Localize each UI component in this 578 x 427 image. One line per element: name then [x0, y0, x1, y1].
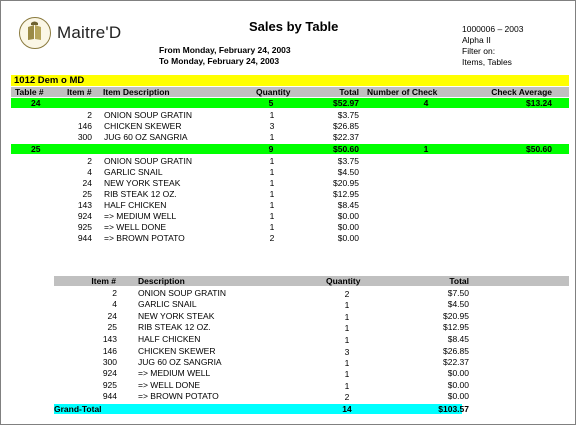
- table-checks: 4: [423, 98, 429, 108]
- list-item: 300 JUG 60 OZ SANGRIA 1 $22.37: [77, 132, 359, 142]
- table-avg: $13.24: [526, 98, 552, 108]
- table-row: 4 GARLIC SNAIL 1 $4.50: [112, 299, 469, 310]
- report-title: Sales by Table: [249, 19, 339, 34]
- list-item: 24 NEW YORK STEAK 1 $20.95: [82, 178, 359, 188]
- table-checks: 1: [423, 144, 429, 154]
- server-bar: [11, 75, 569, 86]
- col-description: Item Description: [103, 87, 170, 97]
- date-to: To Monday, February 24, 2003: [159, 56, 280, 66]
- col-check-average: Check Average: [491, 87, 552, 97]
- table-number: 24: [31, 98, 41, 108]
- server-label: 1012 Dem o MD: [14, 75, 85, 86]
- col-table: Table #: [15, 87, 44, 97]
- grand-total-qty: 14: [342, 404, 352, 414]
- col-quantity: Quantity: [256, 87, 291, 97]
- table-qty: 9: [268, 144, 274, 154]
- col-number-of-check: Number of Check: [367, 87, 438, 97]
- grand-total-amount: $103.57: [438, 404, 469, 414]
- table-row: 143 HALF CHICKEN 1 $8.45: [102, 334, 469, 345]
- list-item: 2 ONION SOUP GRATIN 1 $3.75: [87, 156, 359, 166]
- grand-total-bar: [54, 404, 469, 414]
- table-column-header: [11, 87, 569, 97]
- table-qty: 5: [268, 98, 274, 108]
- list-item: 2 ONION SOUP GRATIN 1 $3.75: [87, 110, 359, 120]
- table-number: 25: [31, 144, 41, 154]
- table-row-25: [11, 144, 569, 154]
- table-row: 24 NEW YORK STEAK 1 $20.95: [107, 311, 469, 322]
- report-system: Alpha II: [462, 35, 491, 45]
- table-row: 925 => WELL DONE 1 $0.00: [102, 380, 469, 391]
- list-item: 925 => WELL DONE 1 $0.00: [77, 222, 359, 232]
- table-row: 924 => MEDIUM WELL 1 $0.00: [102, 368, 469, 379]
- table-row: 944 => BROWN POTATO 2 $0.00: [102, 391, 469, 402]
- table-row: 25 RIB STEAK 12 OZ. 1 $12.95: [107, 322, 469, 333]
- summary-col-description: Description: [138, 276, 185, 286]
- col-total: Total: [339, 87, 359, 97]
- table-row: 300 JUG 60 OZ SANGRIA 1 $22.37: [102, 357, 469, 368]
- filter-value: Items, Tables: [462, 57, 512, 67]
- filter-label: Filter on:: [462, 46, 496, 56]
- table-row: 2 ONION SOUP GRATIN 2 $7.50: [112, 288, 469, 299]
- summary-col-item: Item #: [91, 276, 116, 286]
- summary-col-quantity: Quantity: [326, 276, 361, 286]
- table-row-24: [11, 98, 569, 108]
- report-id: 1000006 – 2003: [462, 24, 524, 34]
- maitred-logo-icon: [19, 17, 51, 49]
- grand-total-label: Grand-Total: [54, 404, 102, 414]
- col-item: Item #: [67, 87, 92, 97]
- list-item: 924 => MEDIUM WELL 1 $0.00: [77, 211, 359, 221]
- table-total: $50.60: [333, 144, 359, 154]
- list-item: 143 HALF CHICKEN 1 $8.45: [77, 200, 359, 210]
- table-total: $52.97: [333, 98, 359, 108]
- summary-column-header: [54, 276, 569, 286]
- list-item: 944 => BROWN POTATO 2 $0.00: [77, 233, 359, 243]
- list-item: 25 RIB STEAK 12 OZ. 1 $12.95: [82, 189, 359, 199]
- date-from: From Monday, February 24, 2003: [159, 45, 291, 55]
- summary-col-total: Total: [449, 276, 469, 286]
- list-item: 4 GARLIC SNAIL 1 $4.50: [87, 167, 359, 177]
- logo-name: Maitre'D: [57, 23, 122, 42]
- table-row: 146 CHICKEN SKEWER 3 $26.85: [102, 346, 469, 357]
- list-item: 146 CHICKEN SKEWER 3 $26.85: [77, 121, 359, 131]
- table-avg: $50.60: [526, 144, 552, 154]
